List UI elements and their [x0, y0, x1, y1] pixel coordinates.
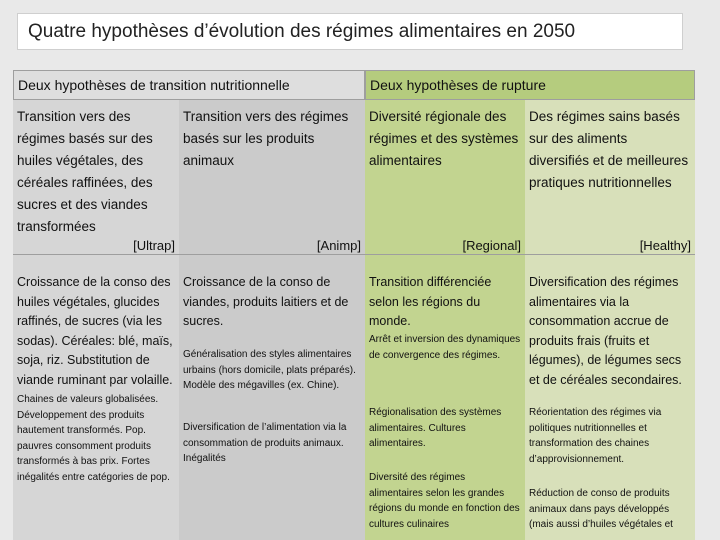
- scenario-description: Des régimes sains basés sur des aliments diversifiés et de meilleures pratiques nutritionnelles: [529, 109, 689, 190]
- header-rupture: Deux hypothèses de rupture: [365, 70, 695, 100]
- scenario-detail: Croissance de la conso de viandes, produits laitiers et de sucres.: [183, 275, 349, 328]
- scenario-note: Arrêt et inversion des dynamiques de convergence des régimes.: [369, 334, 521, 361]
- scenario-note: Chaines de valeurs globalisées. Développement des produits hautement transformés. Pop. pauvres consomment produits transformés à bas prix. Fortes inégalités entre catégories de pop.: [17, 394, 170, 483]
- scenario-note: Régionalisation des systèmes alimentaires. Cultures alimentaires.: [369, 407, 502, 449]
- scenario-tag: [Ultrap]: [133, 238, 175, 253]
- scenario-detail: Transition différenciée selon les régions du monde.: [369, 275, 492, 328]
- scenario-description: Diversité régionale des régimes et des systèmes alimentaires: [369, 109, 519, 168]
- header-transition: Deux hypothèses de transition nutritionnelle: [13, 70, 365, 100]
- row-divider: [13, 254, 695, 255]
- scenario-note: Réduction de conso de produits animaux dans pays développés (mais aussi d’huiles végétales et: [529, 488, 673, 530]
- scenario-note: Réorientation des régimes via politiques nutritionnelles et transformation des chaines d’approvisionnement.: [529, 407, 662, 465]
- slide-title: Quatre hypothèses d’évolution des régimes alimentaires en 2050: [17, 13, 683, 50]
- scenarios-table: [13, 70, 695, 540]
- scenario-note: Diversité des régimes alimentaires selon les grandes régions du monde en fonction des cultures culinaires: [369, 472, 520, 530]
- scenario-detail: Croissance de la conso des huiles végétales, glucides raffinés, de sucres (via les sodas). Céréales: blé, maïs, soja, riz. Substitution de viande ruminant par volaille.: [17, 275, 173, 387]
- scenario-description: Transition vers des régimes basés sur les produits animaux: [183, 109, 349, 168]
- scenario-tag: [Regional]: [462, 238, 521, 253]
- scenario-tag: [Animp]: [316, 238, 361, 253]
- scenario-note: Généralisation des styles alimentaires urbains (hors domicile, plats préparés). Modèle des mégavilles (ex. Chine).: [183, 349, 356, 391]
- scenario-description: Transition vers des régimes basés sur des huiles végétales, des céréales raffinées, des sucres et des viandes transformées: [17, 109, 153, 234]
- scenario-tag: [Healthy]: [639, 238, 691, 253]
- scenario-note: Diversification de l’alimentation via la consommation de produits animaux. Inégalités: [183, 422, 347, 464]
- scenario-detail: Diversification des régimes alimentaires via la consommation accrue de produits frais (fruits et légumes), de légumes secs et de céréales secondaires.: [529, 275, 682, 387]
